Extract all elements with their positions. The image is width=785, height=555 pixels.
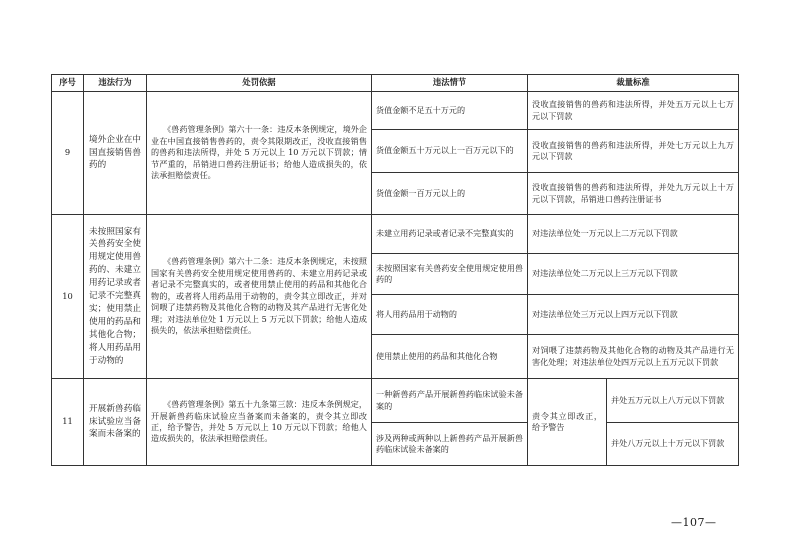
circumstance-cell: 未建立用药记录或者记录不完整真实的 bbox=[372, 215, 528, 254]
standard-cell: 没收直接销售的兽药和违法所得，并处五万元以上七万元以下罚款 bbox=[528, 92, 739, 130]
standard-cell: 并处八万元以上十万元以下罚款 bbox=[607, 423, 739, 466]
violation-act: 未按照国家有关兽药安全使用规定使用兽药的、未建立用药记录或者记录不完整真实；使用禁止使用的药品和其他化合物；将人用药品用于动物的 bbox=[84, 215, 147, 379]
standard-cell: 并处五万元以上八万元以下罚款 bbox=[607, 379, 739, 423]
header-no: 序号 bbox=[52, 75, 84, 92]
shared-standard-cell: 责令其立即改正，给予警告 bbox=[528, 379, 607, 466]
circumstance-cell: 货值金额不足五十万元的 bbox=[372, 92, 528, 130]
row-number: 10 bbox=[52, 215, 84, 379]
circumstance-cell: 货值金额五十万元以上一百万元以下的 bbox=[372, 130, 528, 173]
table-row bbox=[52, 92, 739, 130]
standard-cell: 对饲喂了违禁药物及其他化合物的动物及其产品进行无害化处理；对违法单位处四万元以上五万元以下罚款 bbox=[528, 335, 739, 379]
header-standard: 裁量标准 bbox=[528, 75, 739, 92]
row-number: 11 bbox=[52, 379, 84, 466]
circumstance-cell: 一种新兽药产品开展新兽药临床试验未备案的 bbox=[372, 379, 528, 423]
table-row bbox=[52, 379, 739, 423]
header-basis: 处罚依据 bbox=[147, 75, 372, 92]
circumstance-cell: 涉及两种或两种以上新兽药产品开展新兽药临床试验未备案的 bbox=[372, 423, 528, 466]
penalty-basis: 《兽药管理条例》第六十一条：违反本条例规定，境外企业在中国直接销售兽药的，责令其限期改正，没收直接销售的兽药和违法所得，并处 5 万元以上 10 万元以下罚款；情节严重的，吊销进口兽药注册证书；给他人造成损失的，依法承担赔偿责任。 bbox=[147, 92, 372, 215]
violation-act: 开展新兽药临床试验应当备案而未备案的 bbox=[84, 379, 147, 466]
penalty-basis: 《兽药管理条例》第六十二条：违反本条例规定，未按照国家有关兽药安全使用规定使用兽药的、未建立用药记录或者记录不完整真实的，或者使用禁止使用的药品和其他化合物的，或者将人用药品用于动物的，责令其立即改正，并对饲喂了违禁药物及其他化合物的动物及其产品进行无害化处理；对违法单位处 1 万元以上 5 万元以下罚款；给他人造成损失的，依法承担赔偿责任。 bbox=[147, 215, 372, 379]
header-act: 违法行为 bbox=[84, 75, 147, 92]
standard-cell: 没收直接销售的兽药和违法所得，并处九万元以上十万元以下罚款，吊销进口兽药注册证书 bbox=[528, 173, 739, 215]
row-number: 9 bbox=[52, 92, 84, 215]
standard-cell: 没收直接销售的兽药和违法所得，并处七万元以上九万元以下罚款 bbox=[528, 130, 739, 173]
violation-act: 境外企业在中国直接销售兽药的 bbox=[84, 92, 147, 215]
circumstance-cell: 未按照国家有关兽药安全使用规定使用兽药的 bbox=[372, 254, 528, 295]
header-row bbox=[52, 75, 739, 92]
header-circumstance: 违法情节 bbox=[372, 75, 528, 92]
page-number: —107— bbox=[671, 516, 717, 529]
circumstance-cell: 使用禁止使用的药品和其他化合物 bbox=[372, 335, 528, 379]
table-row bbox=[52, 215, 739, 254]
penalty-basis: 《兽药管理条例》第五十九条第三款：违反本条例规定，开展新兽药临床试验应当备案而未备案的，责令其立即改正，给予警告，并处 5 万元以上 10 万元以下罚款；给他人造成损失的，依法承担赔偿责任。 bbox=[147, 379, 372, 466]
standard-cell: 对违法单位处三万元以上四万元以下罚款 bbox=[528, 295, 739, 335]
standard-cell: 对违法单位处二万元以上三万元以下罚款 bbox=[528, 254, 739, 295]
circumstance-cell: 将人用药品用于动物的 bbox=[372, 295, 528, 335]
standard-cell: 对违法单位处一万元以上二万元以下罚款 bbox=[528, 215, 739, 254]
penalty-table bbox=[51, 74, 739, 466]
circumstance-cell: 货值金额一百万元以上的 bbox=[372, 173, 528, 215]
